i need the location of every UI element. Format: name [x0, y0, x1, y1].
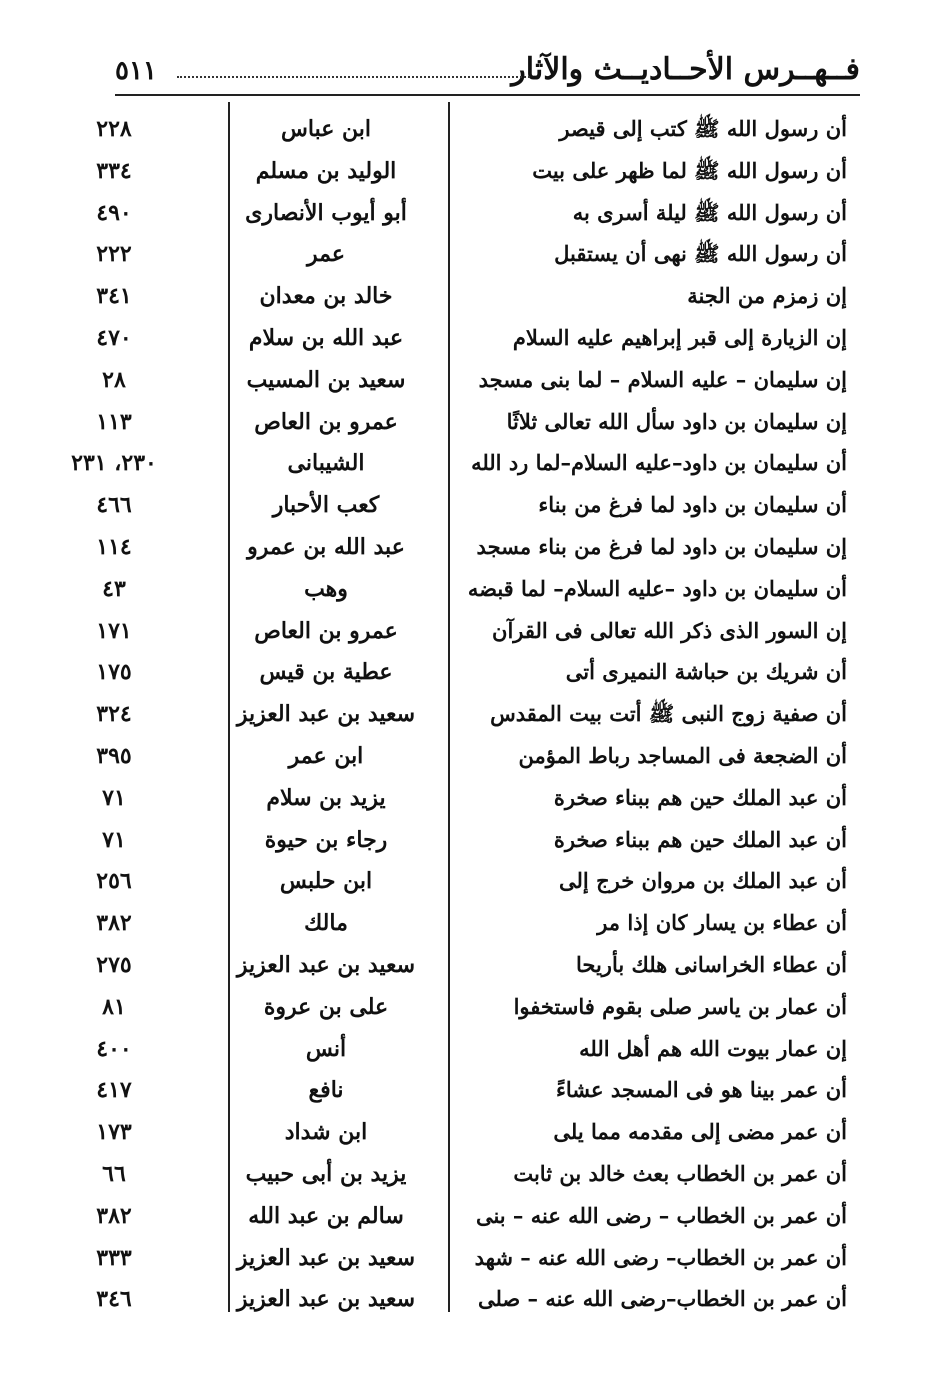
hadith-text: أن رسول الله ﷺ كتب إلى قيصر — [559, 116, 847, 141]
narrator-name: أبو أيوب الأنصارى — [245, 199, 407, 226]
page-reference: ٣٢٤ — [96, 701, 132, 728]
index-row — [0, 486, 947, 528]
narrator-name: عمر — [307, 241, 345, 268]
hadith-text: أن سليمان بن داود لما فرغ من بناء — [538, 492, 847, 518]
index-row — [0, 361, 947, 403]
page-reference: ١٧٥ — [96, 659, 132, 686]
narrator-name: ابن عباس — [281, 116, 371, 142]
narrator-name: عمرو بن العاص — [254, 617, 398, 644]
index-row — [0, 1030, 947, 1072]
narrator-name: ابن عمر — [288, 742, 364, 769]
hadith-text: أن عمر بن الخطاب بعث خالد بن ثابت — [513, 1160, 847, 1186]
hadith-text: إن عمار بيوت الله هم أهل الله — [579, 1035, 847, 1061]
hadith-text: أن عمر مضى إلى مقدمه مما يلى — [553, 1119, 847, 1145]
narrator-name: سعيد بن المسيب — [246, 366, 406, 393]
index-row — [0, 152, 947, 194]
index-row — [0, 1197, 947, 1239]
narrator-name: خالد بن معدان — [259, 283, 393, 310]
index-row — [0, 403, 947, 445]
narrator-name: نافع — [308, 1077, 344, 1104]
hadith-text: أن عمر بينا هو فى المسجد عشاءً — [556, 1077, 847, 1103]
hadith-text: أن عمر بن الخطاب–رضى الله عنه – صلى — [477, 1286, 847, 1312]
index-row — [0, 444, 947, 486]
page-header — [115, 50, 860, 96]
hadith-text: أن سليمان بن داود–عليه السلام–لما رد الله — [471, 450, 847, 476]
hadith-text: أن عطاء بن يسار كان إذا مر — [597, 910, 847, 936]
narrator-name: سعيد بن عبد العزيز — [236, 701, 416, 728]
narrator-name: عبد الله بن عمرو — [247, 533, 405, 560]
index-row — [0, 235, 947, 277]
narrator-name: الشيبانى — [287, 450, 365, 477]
hadith-text: أن عمر بن الخطاب – رضى الله عنه – بنى — [475, 1202, 847, 1228]
page-reference: ٢٨ — [102, 366, 126, 393]
page-reference: ٣٤١ — [96, 283, 132, 310]
page-reference: ٧١ — [102, 784, 126, 811]
hadith-text: أن رسول الله ﷺ ليلة أسرى به — [572, 199, 847, 225]
hadith-text: أن صفية زوج النبى ﷺ أتت بيت المقدس — [490, 701, 847, 727]
narrator-name: الوليد بن مسلم — [255, 157, 397, 184]
page-reference: ٢٢٢ — [96, 241, 132, 268]
index-row — [0, 946, 947, 988]
narrator-name: عطية بن قيس — [259, 659, 393, 686]
narrator-name: ابن حلبس — [279, 868, 373, 895]
page-reference: ٤٦٦ — [96, 492, 132, 519]
hadith-text: أن عبد الملك حين هم ببناء صخرة — [553, 826, 847, 852]
index-row — [0, 904, 947, 946]
page-reference: ٤٧٠ — [96, 324, 132, 351]
narrator-name: كعب الأحبار — [272, 492, 380, 519]
hadith-text: أن شريك بن حباشة النميرى أتى — [565, 659, 847, 685]
page-reference: ٢٣٠، ٢٣١ — [71, 450, 157, 477]
page-reference: ٣٣٣ — [96, 1244, 132, 1271]
index-row — [0, 110, 947, 152]
narrator-name: وهب — [304, 575, 348, 602]
page-reference: ٤٠٠ — [96, 1035, 132, 1062]
narrator-name: يزيد بن أبى حبيب — [245, 1160, 407, 1187]
index-row — [0, 1280, 947, 1322]
page-reference: ٢٧٥ — [96, 951, 132, 978]
narrator-name: عبد الله بن سلام — [248, 324, 404, 351]
narrator-name: أنس — [305, 1035, 347, 1062]
index-row — [0, 695, 947, 737]
page-reference: ١٧١ — [96, 617, 132, 644]
page-reference: ٣٩٥ — [96, 742, 132, 769]
index-row — [0, 612, 947, 654]
page-reference: ١٧٣ — [96, 1119, 132, 1146]
hadith-text: إن الزيارة إلى قبر إبراهيم عليه السلام — [512, 324, 847, 350]
hadith-index-table — [0, 110, 947, 1322]
narrator-name: سعيد بن عبد العزيز — [236, 1244, 416, 1271]
narrator-name: مالك — [304, 910, 348, 937]
page-reference: ٣٤٦ — [96, 1286, 132, 1313]
index-row — [0, 570, 947, 612]
hadith-text: إن سليمان – عليه السلام – لما بنى مسجد — [478, 366, 847, 392]
hadith-text: أن سليمان بن داود –عليه السلام– لما قبضه — [467, 575, 847, 601]
index-row — [0, 862, 947, 904]
index-row — [0, 528, 947, 570]
hadith-text: أن عمار بن ياسر صلى بقوم فاستخفوا — [513, 993, 847, 1019]
index-row — [0, 1071, 947, 1113]
index-row — [0, 277, 947, 319]
page-reference: ٤١٧ — [96, 1077, 132, 1104]
hadith-text: أن عمر بن الخطاب– رضى الله عنه – شهد — [474, 1244, 847, 1270]
hadith-text: أن عبد الملك حين هم ببناء صخرة — [553, 784, 847, 810]
hadith-text: أن الضجعة فى المساجد رباط المؤمن — [518, 742, 847, 768]
page-reference: ٣٨٢ — [96, 1202, 132, 1229]
hadith-text: أن رسول الله ﷺ لما ظهر على بيت — [532, 157, 847, 183]
page-reference: ٢٥٦ — [96, 868, 132, 895]
index-row — [0, 821, 947, 863]
page-reference: ٣٣٤ — [96, 157, 132, 184]
hadith-text: إن زمزم من الجنة — [687, 283, 847, 309]
hadith-text: أن رسول الله ﷺ نهى أن يستقبل — [554, 241, 847, 267]
page-title: فــهــرس الأحــاديــث والآثار — [511, 52, 860, 87]
index-row — [0, 1113, 947, 1155]
header-dotted-leader — [177, 76, 530, 78]
hadith-text: إن سليمان بن داود لما فرغ من بناء مسجد — [476, 533, 847, 559]
page-reference: ٦٦ — [102, 1160, 126, 1187]
hadith-text: أن عبد الملك بن مروان خرج إلى — [559, 868, 847, 894]
hadith-text: إن سليمان بن داود سأل الله تعالى ثلاثًا — [506, 408, 847, 434]
narrator-name: سالم بن عبد الله — [248, 1202, 404, 1229]
narrator-name: عمرو بن العاص — [254, 408, 398, 435]
page-reference: ١١٤ — [96, 533, 132, 560]
narrator-name: سعيد بن عبد العزيز — [236, 951, 416, 978]
narrator-name: يزيد بن سلام — [266, 784, 386, 811]
index-row — [0, 653, 947, 695]
page-number: ٥١١ — [115, 56, 157, 86]
page-reference: ٢٢٨ — [96, 116, 132, 142]
page-reference: ١١٣ — [96, 408, 132, 435]
narrator-name: رجاء بن حيوة — [264, 826, 388, 853]
page-reference: ٤٩٠ — [96, 199, 132, 226]
index-row — [0, 737, 947, 779]
page-reference: ٤٣ — [102, 575, 126, 602]
page-reference: ٨١ — [102, 993, 126, 1020]
index-row — [0, 988, 947, 1030]
narrator-name: ابن شداد — [284, 1119, 368, 1146]
hadith-text: أن عطاء الخراسانى هلك بأريحا — [576, 951, 847, 977]
index-row — [0, 779, 947, 821]
narrator-name: سعيد بن عبد العزيز — [236, 1286, 416, 1313]
page-reference: ٧١ — [102, 826, 126, 853]
index-row — [0, 1155, 947, 1197]
index-row — [0, 1239, 947, 1281]
index-row — [0, 319, 947, 361]
hadith-text: إن السور الذى ذكر الله تعالى فى القرآن — [492, 617, 847, 643]
page-reference: ٣٨٢ — [96, 910, 132, 937]
index-row — [0, 194, 947, 236]
narrator-name: على بن عروة — [263, 993, 389, 1020]
